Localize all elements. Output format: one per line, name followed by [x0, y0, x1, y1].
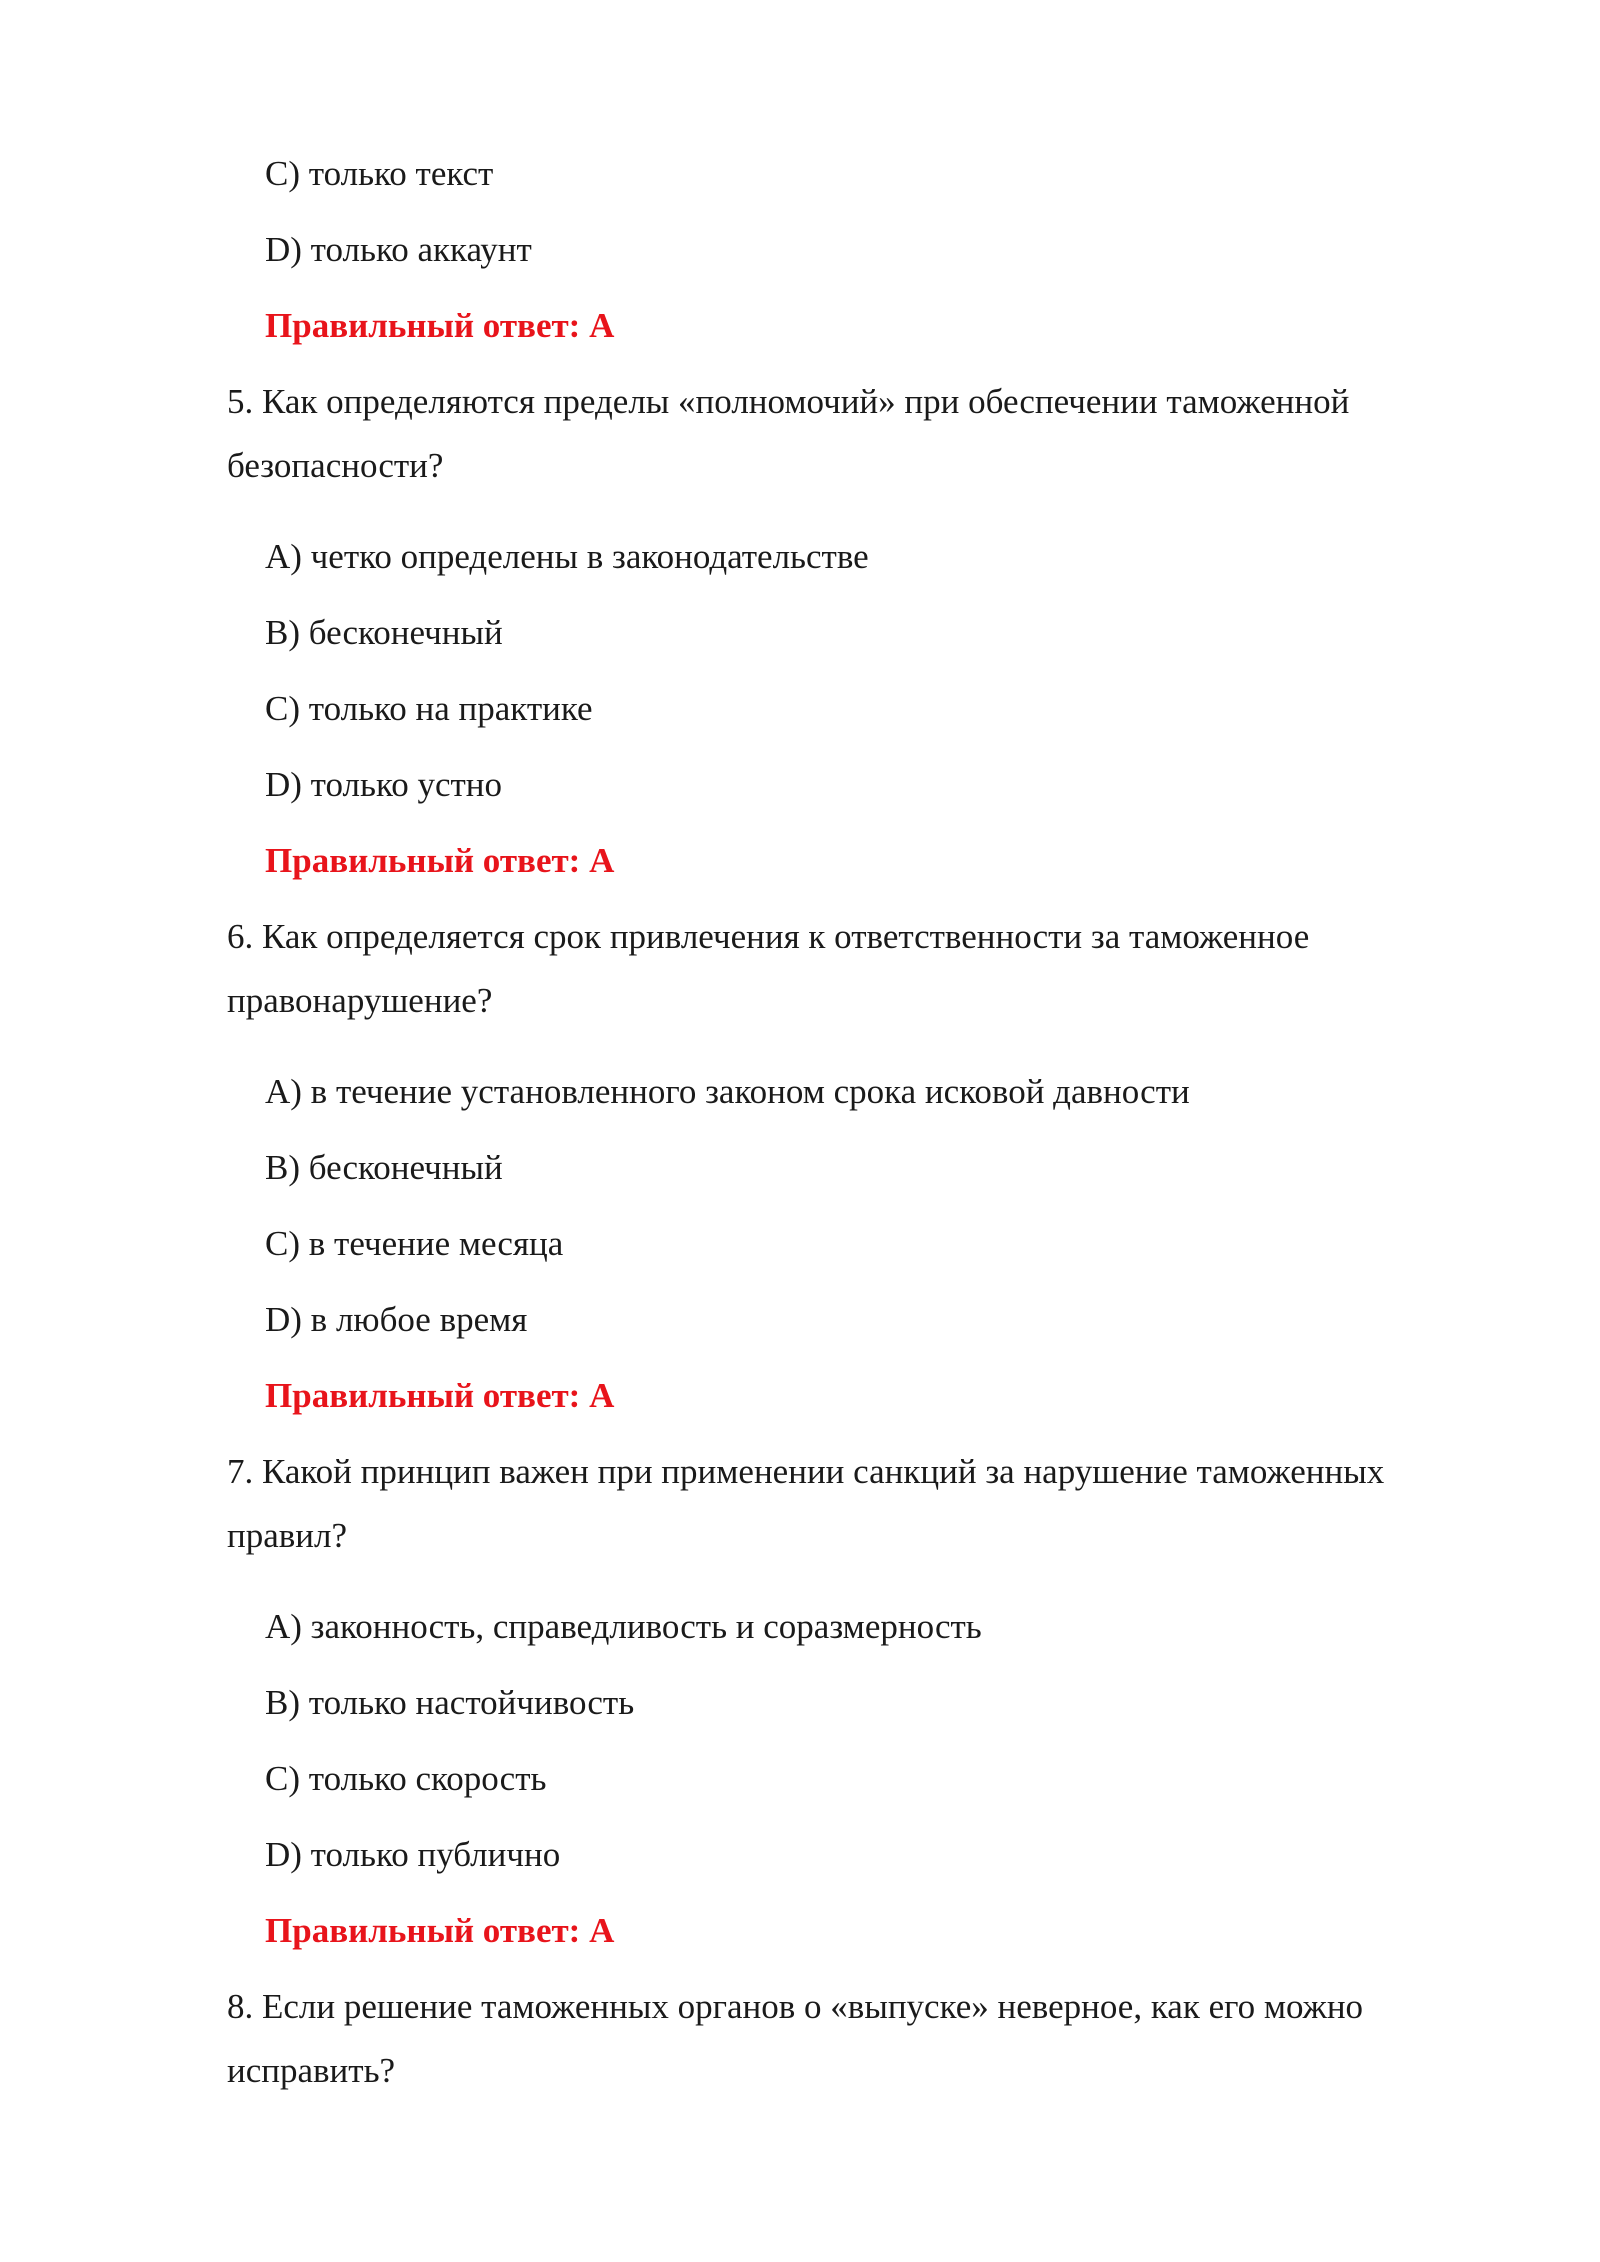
option-text: D) в любое время [265, 1300, 528, 1339]
option-text: C) в течение месяца [265, 1224, 564, 1263]
question-text: 5. Как определяются пределы «полномочий» при обеспечении таможенной [227, 382, 1350, 421]
option-text: B) бесконечный [265, 613, 503, 652]
option-text: A) законность, справедливость и соразмерность [265, 1607, 982, 1646]
option-text: C) только текст [265, 154, 494, 193]
option-text: C) только на практике [265, 689, 593, 728]
question-text: 7. Какой принцип важен при применении санкций за нарушение таможенных [227, 1452, 1385, 1491]
question-text: исправить? [227, 2051, 396, 2090]
correct-answer: Правильный ответ: A [265, 841, 615, 880]
option-text: B) бесконечный [265, 1148, 503, 1187]
option-text: D) только публично [265, 1835, 561, 1874]
option-text: A) четко определены в законодательстве [265, 537, 869, 576]
question-text: 6. Как определяется срок привлечения к ответственности за таможенное [227, 917, 1310, 956]
option-text: C) только скорость [265, 1759, 547, 1798]
question-text: правонарушение? [227, 981, 493, 1020]
question-text: безопасности? [227, 446, 444, 485]
question-text: правил? [227, 1516, 348, 1555]
correct-answer: Правильный ответ: A [265, 1376, 615, 1415]
correct-answer: Правильный ответ: A [265, 306, 615, 345]
option-text: A) в течение установленного законом срока исковой давности [265, 1072, 1190, 1111]
option-text: D) только устно [265, 765, 503, 804]
question-text: 8. Если решение таможенных органов о «выпуске» неверное, как его можно [227, 1987, 1364, 2026]
option-text: D) только аккаунт [265, 230, 532, 269]
option-text: B) только настойчивость [265, 1683, 635, 1722]
correct-answer: Правильный ответ: A [265, 1911, 615, 1950]
